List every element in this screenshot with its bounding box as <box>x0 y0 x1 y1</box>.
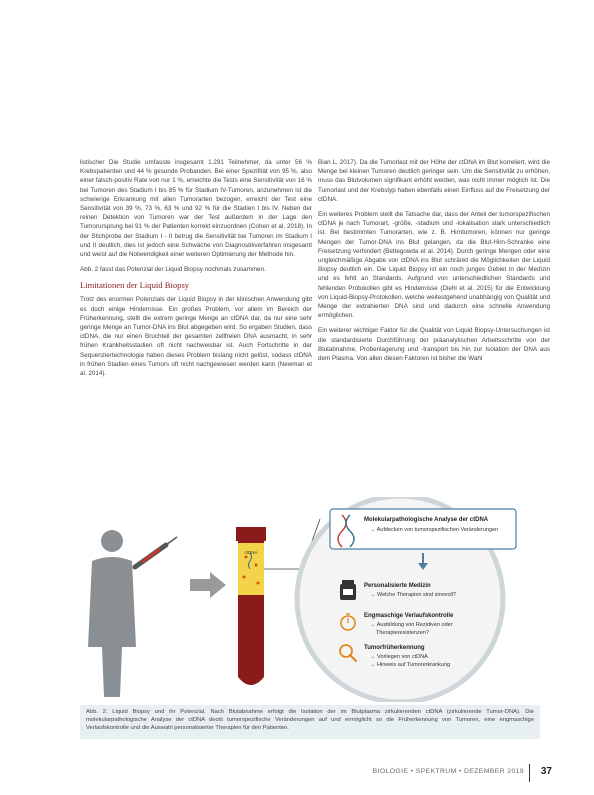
footer-journal-name: BIOLOGIE • SPEKTRUM • DEZEMBER 2019 <box>372 768 524 775</box>
figure-illustration <box>80 497 540 702</box>
item-line-2-1: → Ausbildung von Rezidiven oder <box>370 622 453 628</box>
right-paragraph-1: Bian L, 2017). Da die Tumorlast mit der Höhe der ctDNA im Blut korreliert, wird die Menge bei kleinen Tumoren deutlich geringer sein. Um die Sensitivität zu erhöhen, muss das Blutvolumen signifikant erhöht werden, was nicht immer möglich ist. Die Tumorlast und der Krebstyp haben ebenfalls einen Einfluss auf die Freisetzung der ctDNA. <box>318 159 550 203</box>
process-arrow-icon <box>190 572 226 598</box>
tube-ctdna-label: ctDNA <box>244 550 258 555</box>
left-paragraph-2: Abb. 2 fasst das Potenzial der Liquid Biopsy nochmals zusammen. <box>80 266 266 274</box>
left-paragraph-1: listischer Die Studie umfasste insgesamt 1.291 Teilnehmer, da unter 56 % Krebspatienten und 44 % gesunde Probanden. Bei einer Spezifität von 95 %, also einer falsch-positiv Rate von nur 1 %, erreichte die Tests eine Sensitivität von 16 % bei Tumoren des Stadium I bis 85 % für Stadium IV-Tumoren, anzunehmen ist die schwierige Erkrankung mit allen Tumorarten bezogen, erreicht der Test eine Sensitivität von 39 %, 73 %, 63 % und 92 % für die Stadien I bis IV. Neben der reinen Detektion von Tumoren war der Test außerdem in der Lage den Tumorursprung bei 91 % der Patienten korrekt einzuordnen (Cohen et al. 2018). In der Stichprobe der Stadium I - II betrug die Sensitivität bei Tumoren im Stadium I und II deutlich, dies ist jedoch eine Schwäche von Diagnostikverfahren insgesamt und weist auf die Notwendigkeit einer weiteren Optimierung der Methode hin. <box>80 159 312 259</box>
figure-caption: Abb. 2: Liquid Biopsy und ihr Potenzial. Nach Blutabnahme erfolgt die Isolation der im Blutplasma zirkulierenden ctDNA (zirkulierende Tumor-DNA). Die molekularpathologische Analyse der ctDNA deckt tumorspezifische Veränderungen auf und ermöglicht so die Früherkennung von Tumoren, eine engmaschige Verlaufskontrolle und die Auswahl personalisierter Therapien für den Patienten. <box>80 705 540 739</box>
item-title-2: Engmaschige Verlaufskontrolle <box>364 613 454 619</box>
figure-liquid-biopsy <box>80 497 540 702</box>
item-title-3: Tumorfrüherkennung <box>364 645 425 651</box>
syringe-icon <box>135 537 177 567</box>
analysis-sub: → Aufdecken von tumorspezifischen Veränderungen <box>370 527 499 533</box>
page-footer <box>372 764 552 782</box>
patient-silhouette-icon <box>88 530 136 697</box>
left-paragraph-3: Trotz des enormen Potenzials der Liquid Biopsy in der klinischen Anwendung gibt es doch einige Hindernisse. Ein großes Problem, vor allem im Bereich der Früherkennung, stellt die extrem geringe Menge an ctDNA dar, da nur eine sehr geringe Menge an Tumor-DNA ins Blut abgegeben wird. So ergaben Studien, dass ctDNA, die nur einen Bruchteil der gesamten zellfreien DNA ausmacht, in sehr frühen Krankheitsstadien oft nicht nachweisbar ist. Auch Fortschritte in der Sequenziertechnologie haben dieses Problem bislang nicht gelöst, sodass ctDNA in frühen Stadien eines Tumors oft nicht nachgewiesen werden kann (Newman et al. 2014). <box>80 296 312 378</box>
right-text-column <box>318 158 550 369</box>
analysis-title: Molekularpathologische Analyse der ctDNA <box>364 517 489 523</box>
item-title-1: Personalisierte Medizin <box>364 583 431 589</box>
item-line-2-2: Therapieresistenzen? <box>376 630 429 636</box>
item-line-3-2: → Hinweis auf Tumorerkrankung <box>370 662 451 668</box>
footer-divider <box>529 764 530 782</box>
medicine-bottle-icon <box>340 580 356 600</box>
right-paragraph-3: Ein weiterer wichtiger Faktor für die Qualität von Liquid Biopsy-Untersuchungen ist die standardisierte Durchführung der präanalytischen Arbeitsschritte von der Blutabnahme, Probenlagerung und -transport bis hin zur Isolation der DNA aus dem Plasma. Von allen diesen Faktoren ist bisher die Wahl <box>318 327 550 363</box>
item-line-1-1: → Welche Therapien sind sinnvoll? <box>370 592 457 598</box>
page-number: 37 <box>540 766 552 777</box>
left-text-column <box>80 158 312 384</box>
item-line-3-1: → Vorliegen von ctDNA <box>370 654 428 660</box>
right-paragraph-2: Ein weiteres Problem stellt die Tatsache dar, dass der Anteil der tumorspezifischen ctDNA je nach Tumorart, -größe, -stadium und -lokalisation stark unterschiedlich ist. Bei bestimmten Tumorarten, wie z. B. Hirntumoren, können nur geringe Mengen der Tumor-DNA ins Blut gelangen, da die Blut-Hirn-Schranke eine Freisetzung verhindert (Bettegowda et al. 2014). Durch geringe Mengen oder eine ungleichmäßige Abgabe von ctDNA ins Blut schränkt die Möglichkeiten der Liquid Biopsy deutlich ein. Die Liquid Biopsy ist ein noch junges Gebiet in der Medizin und es fehlt an Standards. Aufgrund von unterschiedlichen Standards und fehlenden Protokollen gibt es Hindernisse (Diehl et al. 2015) für die Entwicklung von Liquid-Biopsy-Protokollen, welche weitestgehend unabhängig von Qualität und Menge der extrahierten DNA sind und dadurch eine schnelle Anwendung ermöglichen. <box>318 211 550 320</box>
section-heading-limitations: Limitationen der Liquid Biopsy <box>80 280 190 291</box>
